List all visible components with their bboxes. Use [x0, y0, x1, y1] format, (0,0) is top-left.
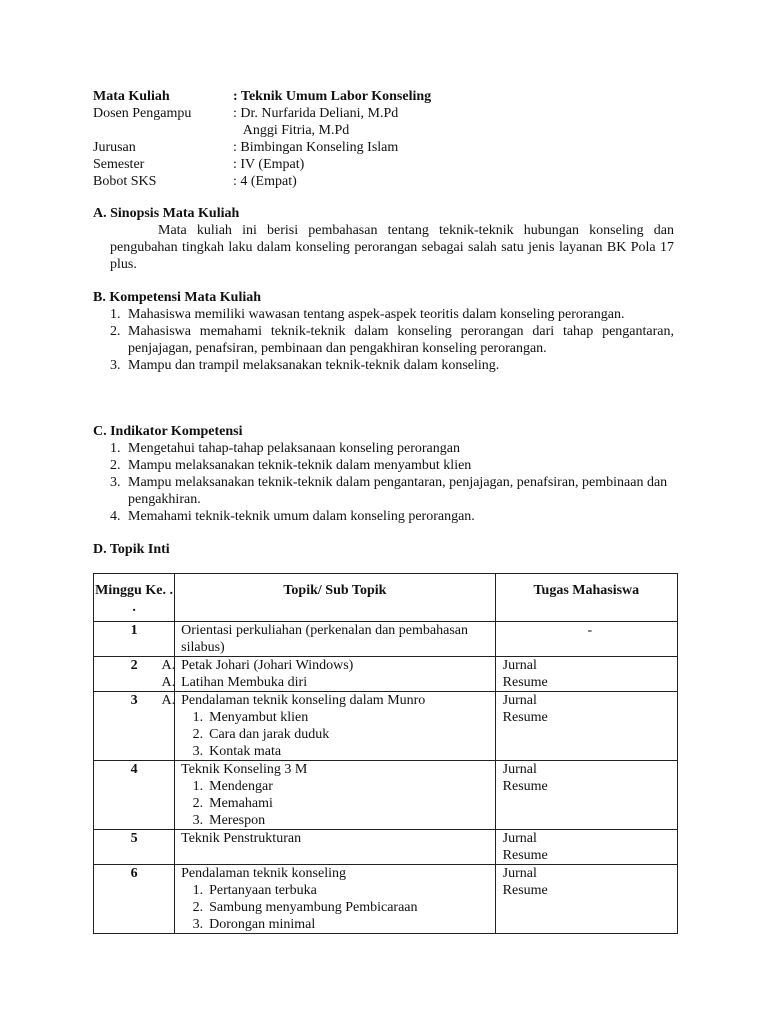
tugas-line: Jurnal: [502, 831, 537, 846]
section-d-heading: D. Topik Inti: [93, 542, 170, 557]
topic-line: [181, 812, 495, 829]
list-item: [110, 474, 674, 508]
topic-line: [181, 778, 495, 795]
topic-line: Teknik Penstrukturan: [181, 831, 302, 846]
info-key: Mata Kuliah: [93, 89, 170, 104]
topic-text: Cara dan jarak duduk: [209, 727, 330, 742]
list-item: [110, 457, 674, 474]
tugas-cell: [495, 622, 677, 657]
table-row: [94, 622, 678, 657]
info-row: [93, 173, 431, 190]
week-cell: 5: [94, 830, 175, 865]
table-row: [94, 692, 678, 761]
list-text: Mengetahui tahap-tahap pelaksanaan konseling perorangan: [128, 441, 460, 456]
week-cell: 3: [94, 692, 175, 761]
table-row: [94, 657, 678, 692]
info-key: [93, 122, 233, 139]
header-minggu: Minggu Ke. . .: [94, 574, 175, 622]
list-number: 3.: [110, 475, 121, 490]
section-b-heading: B. Kompetensi Mata Kuliah: [93, 290, 262, 305]
topic-text: Dorongan minimal: [209, 917, 316, 932]
table-row: [94, 761, 678, 830]
list-number: 1.: [110, 441, 121, 456]
tugas-cell: [495, 692, 677, 761]
topic-cell: [175, 830, 496, 865]
tugas-line: Resume: [502, 710, 548, 725]
topic-line: [181, 709, 495, 726]
header-topik: Topik/ Sub Topik: [175, 574, 496, 622]
tugas-cell: [495, 830, 677, 865]
tugas-line: Resume: [502, 848, 548, 863]
topic-cell: [175, 622, 496, 657]
info-row: [93, 139, 431, 156]
info-row: [93, 122, 431, 139]
topic-marker: 3.: [192, 917, 204, 932]
topic-line: Pendalaman teknik konseling: [181, 866, 346, 881]
week-cell: 4: [94, 761, 175, 830]
table-row: [94, 865, 678, 934]
info-key: Jurusan: [93, 140, 136, 155]
indikator-list: [110, 440, 674, 525]
topic-text: Pendalaman teknik konseling dalam Munro: [181, 693, 426, 708]
list-number: 1.: [110, 307, 121, 322]
sinopsis-paragraph: [110, 222, 674, 273]
topic-line: [161, 657, 495, 674]
tugas-cell: [495, 657, 677, 692]
topic-text: Menyambut klien: [209, 710, 309, 725]
info-value: : IV (Empat): [233, 157, 305, 172]
list-text: Mahasiswa memahami teknik-teknik dalam konseling perorangan dari tahap pengantaran, penjajagan, penafsiran, pembinaan dan pengakhiran konseling perorangan.: [128, 324, 674, 356]
tugas-line: Jurnal: [502, 762, 537, 777]
topic-line: [181, 743, 495, 760]
topic-text: Memahami: [209, 796, 273, 811]
section-c-heading: C. Indikator Kompetensi: [93, 424, 243, 439]
info-row: [93, 156, 431, 173]
topic-text: Kontak mata: [209, 744, 282, 759]
list-item: [110, 323, 674, 357]
list-text: Mampu dan trampil melaksanakan teknik-teknik dalam konseling.: [128, 358, 500, 373]
tugas-cell: [495, 761, 677, 830]
kompetensi-list: [110, 306, 674, 374]
topic-line: [181, 795, 495, 812]
sinopsis-text: Mata kuliah ini berisi pembahasan tentang teknik-teknik hubungan konseling dan pengubahan tingkah laku dalam konseling perorangan sebagai salah satu jenis layanan BK Pola 17 plus.: [110, 223, 674, 272]
list-number: 2.: [110, 458, 121, 473]
tugas-line: Jurnal: [502, 866, 537, 881]
course-info: [93, 88, 431, 190]
info-key: Bobot SKS: [93, 174, 157, 189]
topic-cell: [175, 865, 496, 934]
header-tugas: Tugas Mahasiswa: [495, 574, 677, 622]
topic-cell: [175, 761, 496, 830]
topic-line: [161, 692, 495, 709]
tugas-line: Jurnal: [502, 658, 537, 673]
list-item: [110, 306, 674, 323]
topic-marker: 3.: [192, 744, 204, 759]
topic-line: [181, 882, 495, 899]
topic-marker: 1.: [192, 779, 204, 794]
info-value: : Teknik Umum Labor Konseling: [233, 89, 432, 104]
info-value: : 4 (Empat): [233, 174, 297, 189]
section-a-heading: A. Sinopsis Mata Kuliah: [93, 206, 240, 221]
topic-marker: 3.: [192, 813, 204, 828]
topic-marker: A.: [161, 693, 176, 708]
topic-line: [161, 674, 495, 691]
topic-line: Orientasi perkuliahan (perkenalan dan pembahasan silabus): [181, 623, 469, 655]
tugas-line: Jurnal: [502, 693, 537, 708]
tugas-line: Resume: [502, 779, 548, 794]
info-row: [93, 88, 431, 105]
list-number: 2.: [110, 324, 121, 339]
table-row: [94, 830, 678, 865]
info-value: : Bimbingan Konseling Islam: [233, 140, 399, 155]
topik-table: [93, 573, 678, 934]
topic-marker: 2.: [192, 900, 204, 915]
topic-marker: A.: [161, 675, 176, 690]
tugas-line: -: [587, 623, 593, 638]
topic-line: [181, 899, 495, 916]
info-value: Anggi Fitria, M.Pd: [233, 123, 350, 138]
list-item: [110, 508, 674, 525]
list-number: 4.: [110, 509, 121, 524]
week-cell: 1: [94, 622, 175, 657]
tugas-line: Resume: [502, 675, 548, 690]
topic-cell: [161, 692, 496, 761]
tugas-line: Resume: [502, 883, 548, 898]
topic-text: Sambung menyambung Pembicaraan: [209, 900, 418, 915]
list-item: [110, 440, 674, 457]
info-value: : Dr. Nurfarida Deliani, M.Pd: [233, 106, 399, 121]
list-text: Mampu melaksanakan teknik-teknik dalam menyambut klien: [128, 458, 472, 473]
list-text: Mahasiswa memiliki wawasan tentang aspek-aspek teoritis dalam konseling perorangan.: [128, 307, 625, 322]
list-text: Mampu melaksanakan teknik-teknik dalam pengantaran, penjajagan, penafsiran, pembinaan dan pengakhiran.: [128, 475, 668, 507]
week-cell: 2: [94, 657, 175, 692]
topic-text: Merespon: [209, 813, 266, 828]
topic-cell: [161, 657, 496, 692]
topic-text: Mendengar: [209, 779, 273, 794]
list-item: [110, 357, 674, 374]
topic-text: Pertanyaan terbuka: [209, 883, 317, 898]
info-row: [93, 105, 431, 122]
topic-text: Latihan Membuka diri: [181, 675, 308, 690]
topic-line: Teknik Konseling 3 M: [181, 762, 308, 777]
table-header-row: [94, 574, 678, 622]
topic-text: Petak Johari (Johari Windows): [181, 658, 354, 673]
topic-marker: A.: [161, 658, 176, 673]
topic-line: [181, 726, 495, 743]
topic-line: [181, 916, 495, 933]
topic-marker: 1.: [192, 710, 204, 725]
list-text: Memahami teknik-teknik umum dalam konseling perorangan.: [128, 509, 475, 524]
topic-marker: 2.: [192, 796, 204, 811]
tugas-cell: [495, 865, 677, 934]
list-number: 3.: [110, 358, 121, 373]
topic-marker: 1.: [192, 883, 204, 898]
topic-marker: 2.: [192, 727, 204, 742]
week-cell: 6: [94, 865, 175, 934]
info-key: Semester: [93, 157, 145, 172]
info-key: Dosen Pengampu: [93, 106, 192, 121]
